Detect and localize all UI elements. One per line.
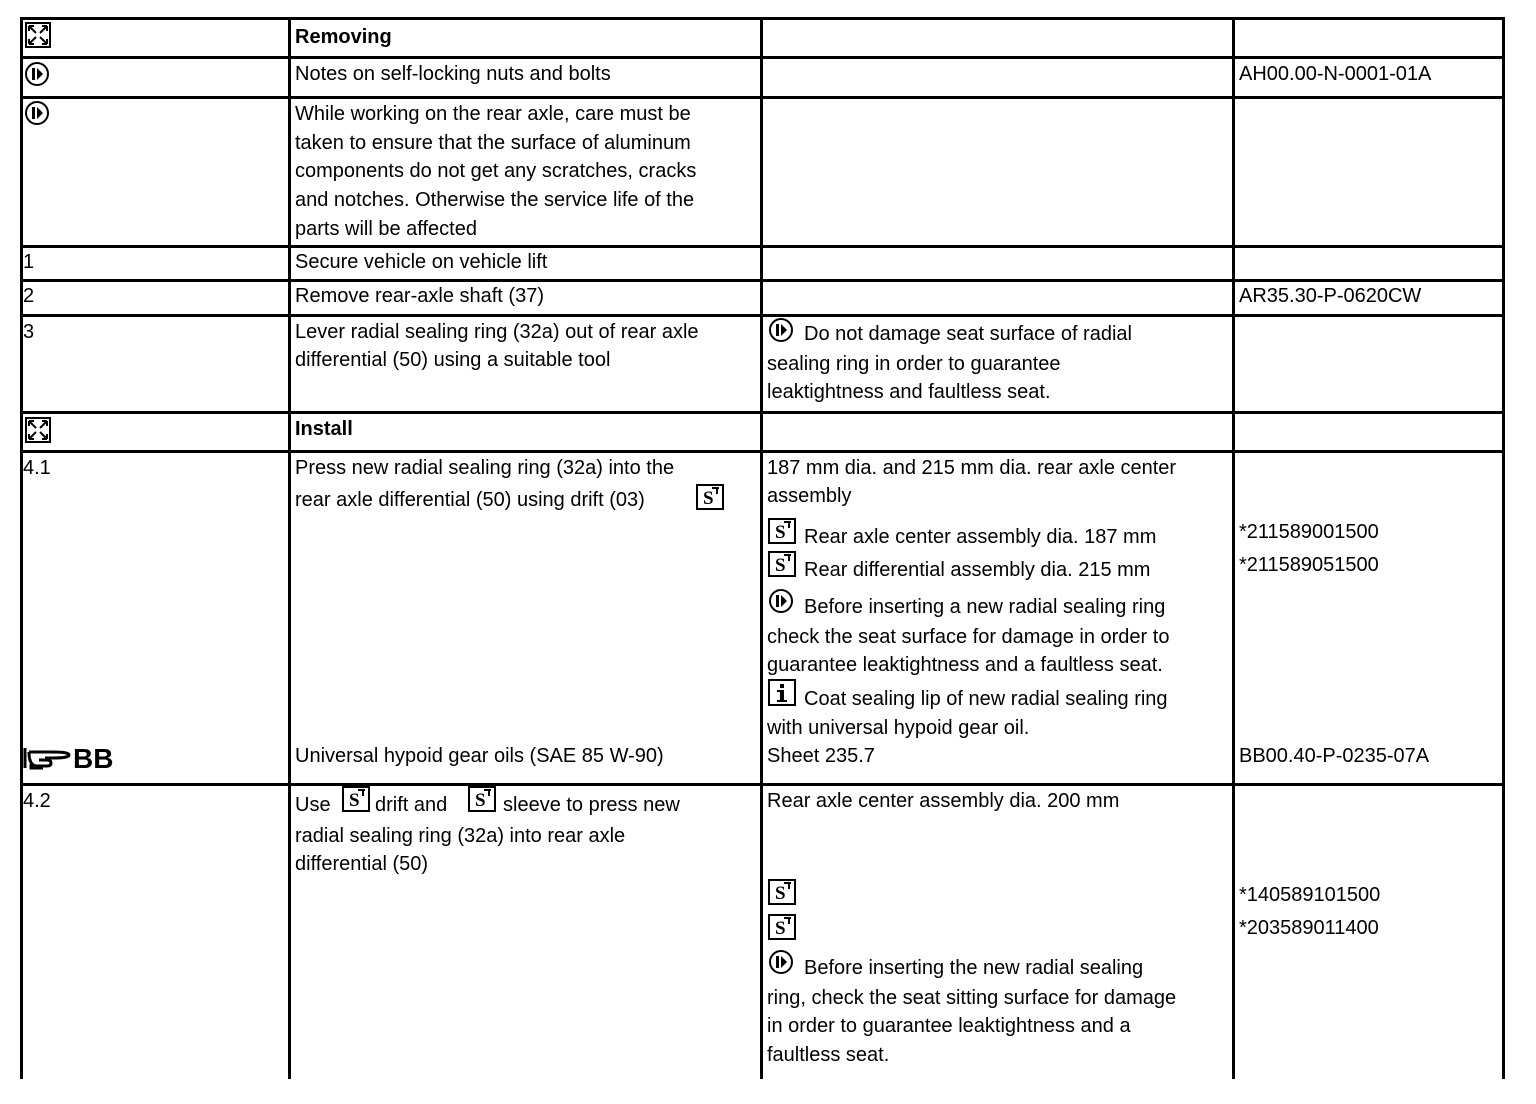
caution-circle-icon (24, 100, 50, 126)
caution-note-line: Before inserting the new radial sealing (804, 957, 1144, 979)
pointing-hand-icon (23, 744, 71, 772)
info-icon (768, 679, 796, 706)
caution-note-line: in order to guarantee leaktightness and a (767, 1015, 1131, 1037)
caution-note-line: leaktightness and faultless seat. (767, 381, 1051, 403)
note-self-locking: Notes on self-locking nuts and bolts (295, 63, 611, 85)
tool-part-number[interactable]: *211589051500 (1239, 554, 1379, 576)
special-tool-icon (768, 551, 796, 577)
expand-arrows-icon (25, 22, 51, 48)
tool-description: Rear differential assembly dia. 215 mm (804, 559, 1151, 581)
caution-note-line: faultless seat. (767, 1044, 890, 1066)
caution-note-line: check the seat surface for damage in order to (767, 626, 1170, 648)
step-text: Secure vehicle on vehicle lift (295, 251, 548, 273)
reference-link[interactable]: AH00.00-N-0001-01A (1239, 63, 1432, 85)
table-rule (20, 17, 23, 1079)
section-title-install: Install (295, 418, 353, 440)
special-tool-icon (768, 518, 796, 544)
reference-link[interactable]: BB00.40-P-0235-07A (1239, 745, 1430, 767)
aluminum-note-line: While working on the rear axle, care must be (295, 103, 691, 125)
bb-sheet: Sheet 235.7 (767, 745, 875, 767)
step-number: 2 (23, 285, 35, 307)
reference-link[interactable]: AR35.30-P-0620CW (1239, 285, 1422, 307)
svg-text:S: S (349, 790, 360, 811)
special-tool-icon (468, 786, 496, 812)
caution-circle-icon (768, 949, 794, 975)
step-text-line: radial sealing ring (32a) into rear axle (295, 825, 626, 847)
spec-line: Rear axle center assembly dia. 200 mm (767, 790, 1120, 812)
svg-text:S: S (775, 555, 786, 576)
caution-note-line: sealing ring in order to guarantee (767, 353, 1061, 375)
aluminum-note-line: and notches. Otherwise the service life of the (295, 189, 695, 211)
step-number: 1 (23, 251, 35, 273)
info-note-line: with universal hypoid gear oil. (767, 717, 1030, 739)
caution-note-line: Do not damage seat surface of radial (804, 323, 1132, 345)
step-text-sleeve: sleeve to press new (503, 794, 680, 816)
step-text-line: differential (50) using a suitable tool (295, 349, 611, 371)
spec-line: assembly (767, 485, 852, 507)
table-rule (1232, 17, 1235, 1079)
table-rule (1502, 17, 1505, 1079)
svg-text:S: S (703, 488, 714, 509)
step-number: 4.2 (23, 790, 51, 812)
step-text-use: Use (295, 794, 331, 816)
tool-part-number[interactable]: *211589001500 (1239, 521, 1379, 543)
special-tool-icon (768, 879, 796, 905)
step-number: 4.1 (23, 457, 51, 479)
step-text-line: Press new radial sealing ring (32a) into the (295, 457, 675, 479)
aluminum-note-line: taken to ensure that the surface of aluminum (295, 132, 691, 154)
expand-arrows-icon (25, 417, 51, 443)
svg-text:S: S (775, 883, 786, 904)
step-text: Remove rear-axle shaft (37) (295, 285, 544, 307)
tool-part-number[interactable]: *203589011400 (1239, 917, 1379, 939)
tool-description: Rear axle center assembly dia. 187 mm (804, 526, 1157, 548)
caution-circle-icon (768, 317, 794, 343)
svg-text:S: S (775, 522, 786, 543)
section-title-removing: Removing (295, 26, 392, 48)
table-rule (288, 17, 291, 1079)
aluminum-note-line: parts will be affected (295, 218, 477, 240)
special-tool-icon (768, 914, 796, 940)
step-text-line: Lever radial sealing ring (32a) out of rear axle (295, 321, 699, 343)
svg-text:S: S (775, 918, 786, 939)
table-rule (760, 17, 763, 1079)
step-text-line: rear axle differential (50) using drift (03) (295, 489, 645, 511)
special-tool-icon (342, 786, 370, 812)
info-note-line: Coat sealing lip of new radial sealing ring (804, 688, 1168, 710)
tool-part-number[interactable]: *140589101500 (1239, 884, 1381, 906)
aluminum-note-line: components do not get any scratches, cracks (295, 160, 697, 182)
caution-note-line: ring, check the seat sitting surface for damage (767, 987, 1177, 1009)
special-tool-icon (696, 484, 724, 510)
spec-line: 187 mm dia. and 215 mm dia. rear axle center (767, 457, 1177, 479)
svg-text:S: S (475, 790, 486, 811)
caution-note-line: guarantee leaktightness and a faultless seat. (767, 654, 1163, 676)
bb-label: BB (73, 743, 114, 774)
caution-circle-icon (768, 588, 794, 614)
step-text-drift: drift and (375, 794, 448, 816)
caution-circle-icon (24, 61, 50, 87)
caution-note-line: Before inserting a new radial sealing ring (804, 596, 1166, 618)
bb-description: Universal hypoid gear oils (SAE 85 W-90) (295, 745, 664, 767)
step-text-line: differential (50) (295, 853, 429, 875)
step-number: 3 (23, 321, 35, 343)
